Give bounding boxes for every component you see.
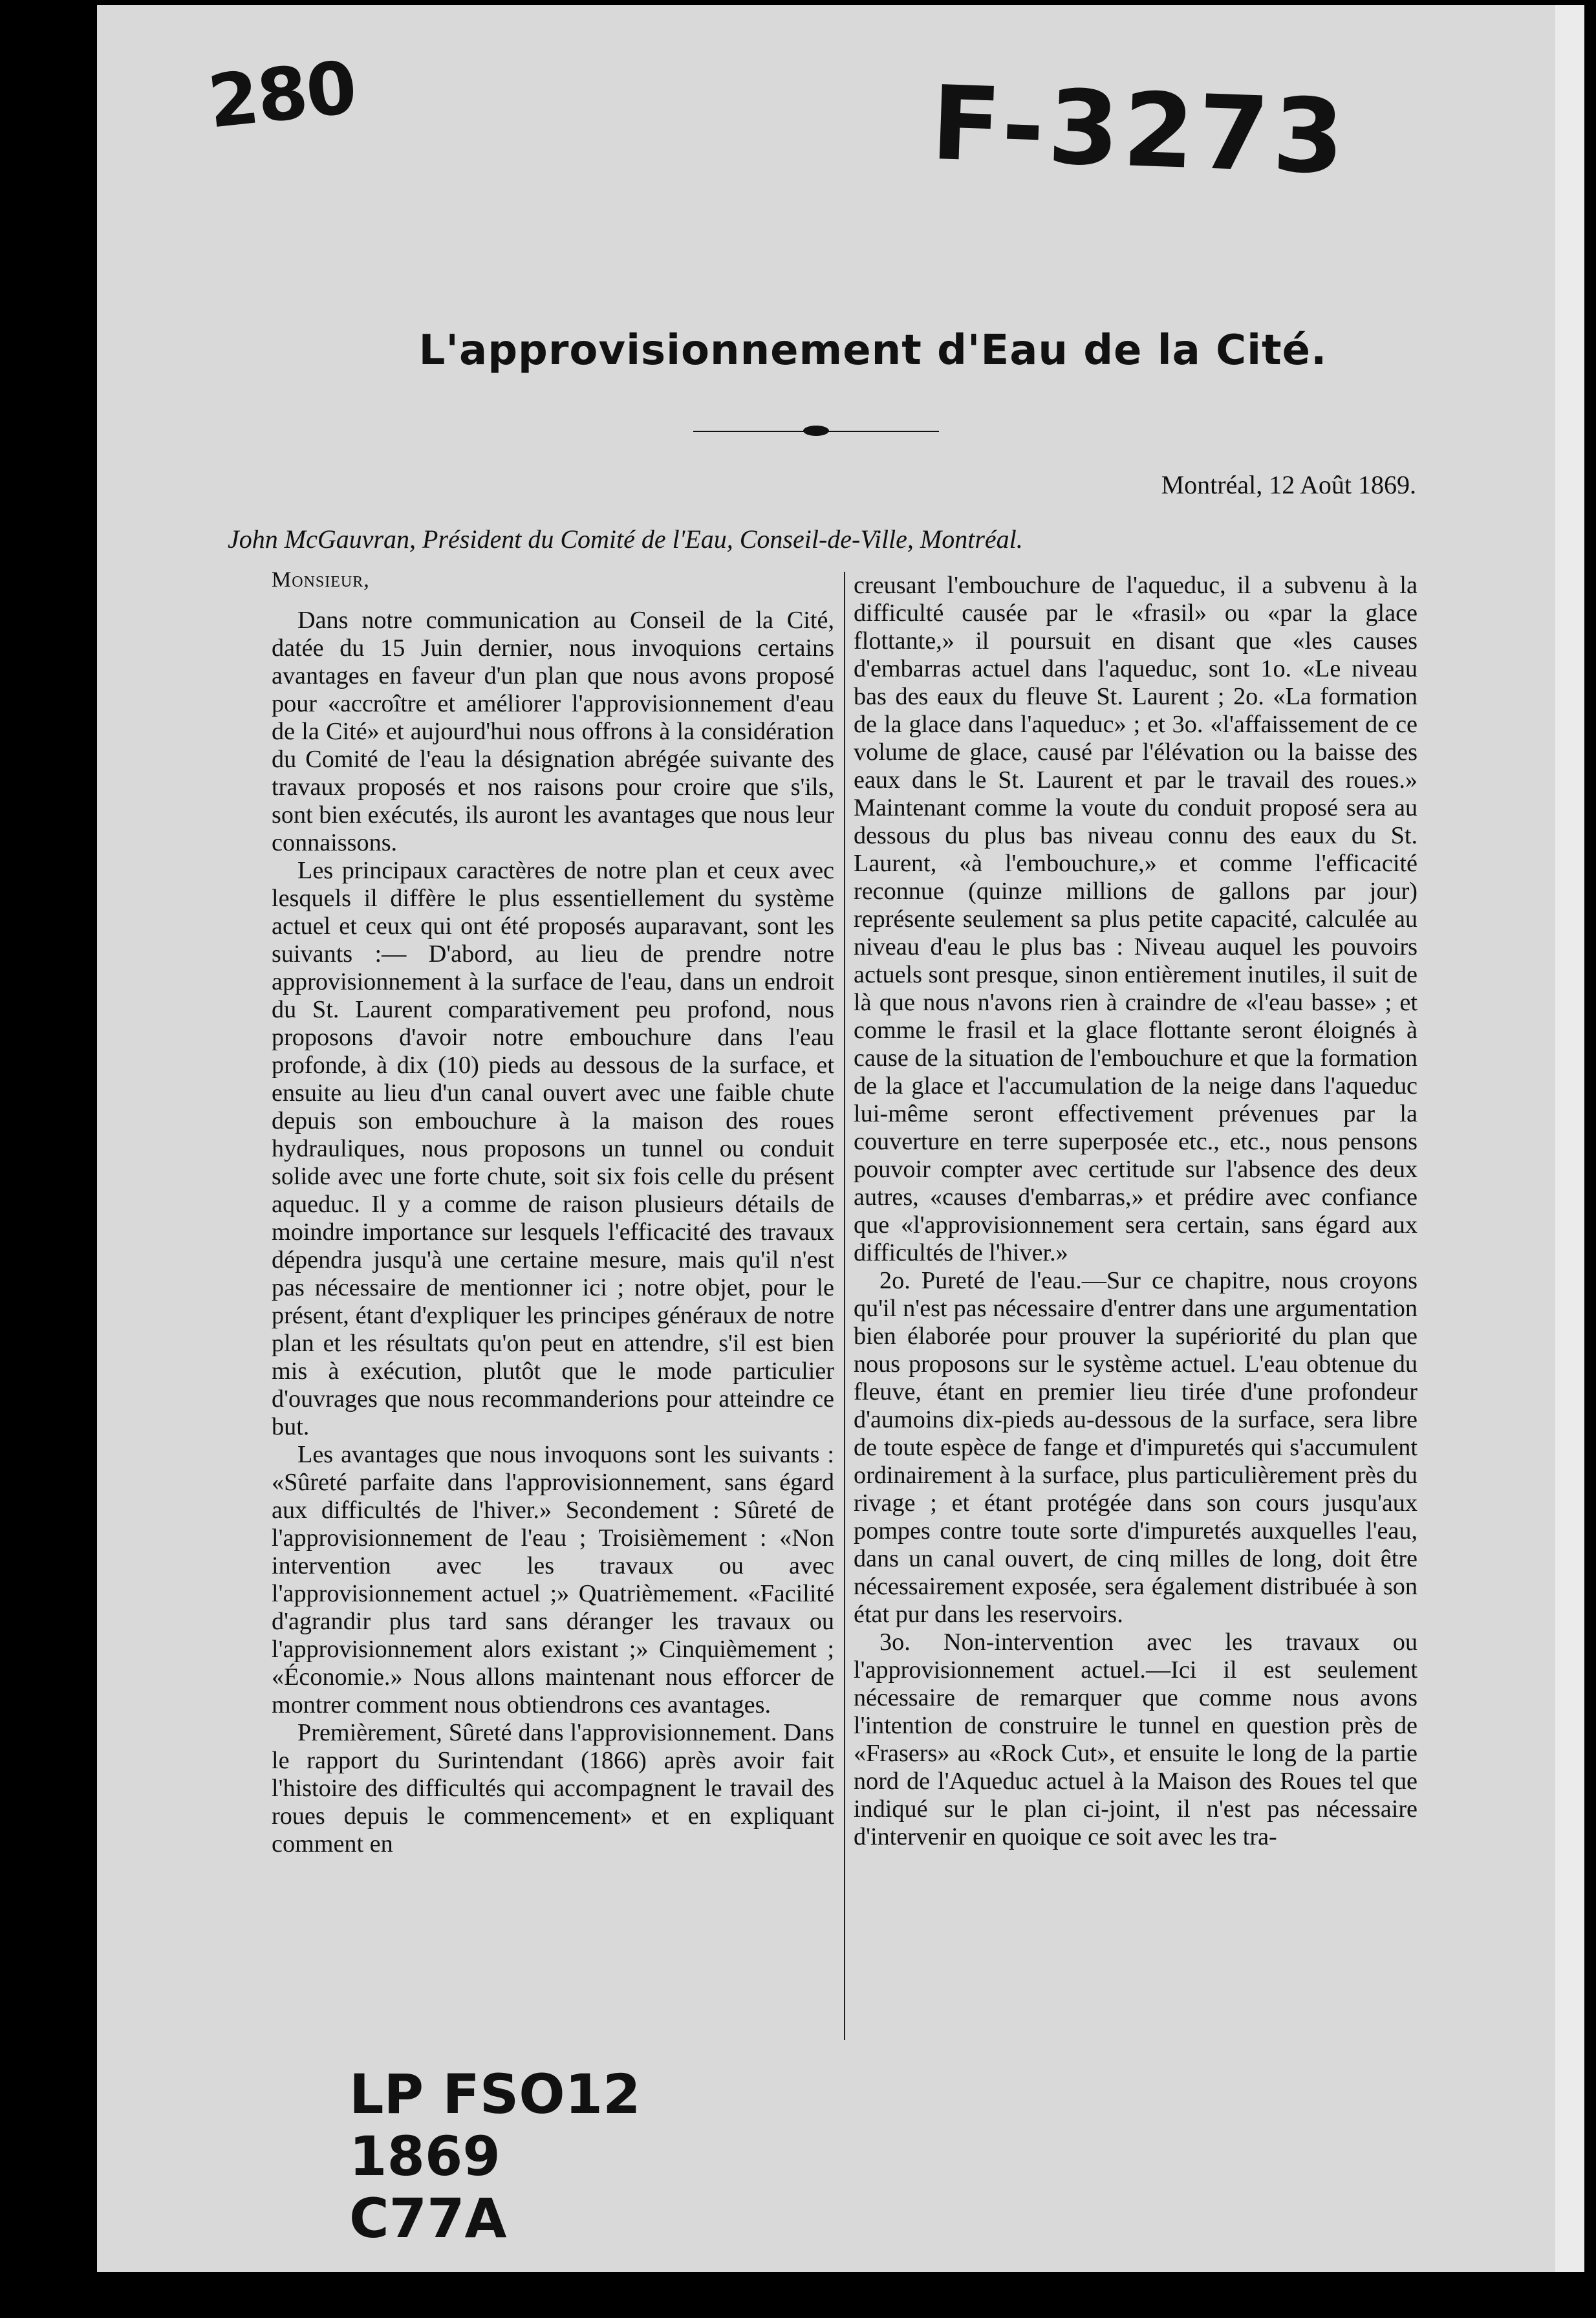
call-number-line: LP FSO12 <box>349 2063 641 2126</box>
column-divider <box>844 572 845 2040</box>
handwritten-call-number <box>349 2063 641 2249</box>
dateline: Montréal, 12 Août 1869. <box>1161 470 1416 499</box>
paragraph: Les avantages que nous invoquons sont les suivants : «Sûreté parfaite dans l'approvisionnement, sans égard aux difficultés de l'hiver.» Secondement : Sûreté de l'approvisionnement de l'eau ; Troisièmement : «Non intervention avec les travaux ou avec l'approvisionnement actuel ;» Quatrièmement. «Facilité d'agrandir plus tard sans déranger les travaux ou l'approvisionnement alors existant ;» Cinquièmement ; «Économie.» Nous allons maintenant nous efforcer de montrer comment nous obtiendrons ces avantages. <box>272 1441 834 1718</box>
left-column <box>272 607 834 1858</box>
salutation: Monsieur, <box>272 568 370 592</box>
call-number-line: C77A <box>349 2187 507 2250</box>
paragraph: 3o. Non-intervention avec les travaux ou l'approvisionnement actuel.—Ici il est seulement nécessaire de remarquer que comme nous avons l'intention de construire le tunnel en question près de «Frasers» au «Rock Cut», et ensuite le long de la partie nord de l'Aqueduc actuel à la Maison des Roues tel que indiqué sur le plan ci-joint, il n'est pas nécessaire d'intervenir en quoique ce soit avec les tra- <box>854 1629 1418 1850</box>
paragraph: Les principaux caractères de notre plan et ceux avec lesquels il diffère le plus essentiellement du système actuel et ceux qui ont été proposés auparavant, sont les suivants :— D'abord, au lieu de prendre notre approvisionnement à la surface de l'eau, dans un endroit du St. Laurent comparativement peu profond, nous proposons d'avoir notre embouchure dans l'eau profonde, à dix (10) pieds au dessous de la surface, et ensuite au lieu d'un canal ouvert avec une faible chute depuis son embouchure à la maison des roues hydrauliques, nous proposons un tunnel ou conduit solide avec une forte chute, soit six fois celle du présent aqueduc. Il y a comme de raison plusieurs détails de moindre importance sur lesquels l'efficacité des travaux dépendra jusqu'à une certaine mesure, mais qu'il n'est pas nécessaire de mentionner ici ; notre objet, pour le présent, étant d'expliquer les principes généraux de notre plan et les résultats qu'on peut en attendre, s'il est bien mis à exécution, plutôt que le mode particulier d'ouvrages que nous recommanderions pour atteindre ce but. <box>272 857 834 1440</box>
paragraph: Premièrement, Sûreté dans l'approvisionnement. Dans le rapport du Surintendant (1866) après avoir fait l'histoire des difficultés qui accompagnent le travail des roues depuis le commencement» et en expliquant comment en <box>272 1719 834 1858</box>
right-column <box>854 572 1418 1851</box>
addressee: John McGauvran, Président du Comité de l'Eau, Conseil-de-Ville, Montréal. <box>228 525 1023 554</box>
call-number-line: 1869 <box>349 2125 501 2188</box>
paragraph: creusant l'embouchure de l'aqueduc, il a subvenu à la difficulté causée par le «frasil» ou «par la glace flottante,» il poursuit en disant que «les causes d'embarras actuel dans l'aqueduc, sont 1o. «Le niveau bas des eaux du fleuve St. Laurent ; 2o. «La formation de la glace dans l'aqueduc» ; et 3o. «l'affaissement de ce volume de glace, causé par l'élévation ou la baisse des eaux dans le St. Laurent et par le travail des roues.» Maintenant comme la voute du conduit proposé sera au dessous du plus bas niveau connu des eaux du St. Laurent, «à l'embouchure,» et comme l'efficacité reconnue (quinze millions de gallons par jour) représente seulement sa plus petite capacité, calculée au niveau d'eau le plus bas : Niveau auquel les pouvoirs actuels sont presque, sinon entièrement inutiles, il suit de là que nous n'avons rien à craindre de «l'eau basse» ; et comme le frasil et la glace flottante seront éloignés à cause de la situation de l'embouchure et que la formation de la glace et l'accumulation de la neige dans l'aqueduc lui-même seront effectivement prévenues par la couverture en terre superposée etc., etc., nous pensons pouvoir compter avec certitude sur l'absence des deux autres, «causes d'embarras,» et prédire avec confiance que «l'approvisionnement sera certain, sans égard aux difficultés de l'hiver.» <box>854 572 1418 1266</box>
paper-edge <box>1555 5 1584 2272</box>
document-title: L'approvisionnement d'Eau de la Cité. <box>418 327 1328 374</box>
title-ornament-rule <box>693 429 939 433</box>
paragraph: Dans notre communication au Conseil de la Cité, datée du 15 Juin dernier, nous invoquions certains avantages en faveur d'un plan que nous avons proposé pour «accroître et améliorer l'approvisionnement d'eau de la Cité» et aujourd'hui nous offrons à la considération du Comité de l'eau la désignation abrégée suivante des travaux proposés et nos raisons pour croire que s'ils, sont bien exécutés, ils auront les avantages que nous leur connaissons. <box>272 607 834 856</box>
handwritten-number: 280 <box>204 45 360 145</box>
paragraph: 2o. Pureté de l'eau.—Sur ce chapitre, nous croyons qu'il n'est pas nécessaire d'entrer dans une argumentation bien élaborée pour prouver la supériorité du plan que nous proposons sur le système actuel. L'eau obtenue du fleuve, étant en premier lieu tirée d'une profondeur d'aumoins dix-pieds au-dessous de la surface, sera libre de toute espèce de fange et d'impuretés qui s'accumulent ordinairement à la surface, plus particulièrement près du rivage ; et étant protégée dans son cours jusqu'aux pompes contre toute sorte d'impuretés auxquelles l'eau, dans un canal ouvert, de cinq milles de long, doit être nécessairement exposée, sera également distribuée à son état pur dans les reservoirs. <box>854 1267 1418 1628</box>
handwritten-catalog-number: F-3273 <box>929 63 1350 198</box>
